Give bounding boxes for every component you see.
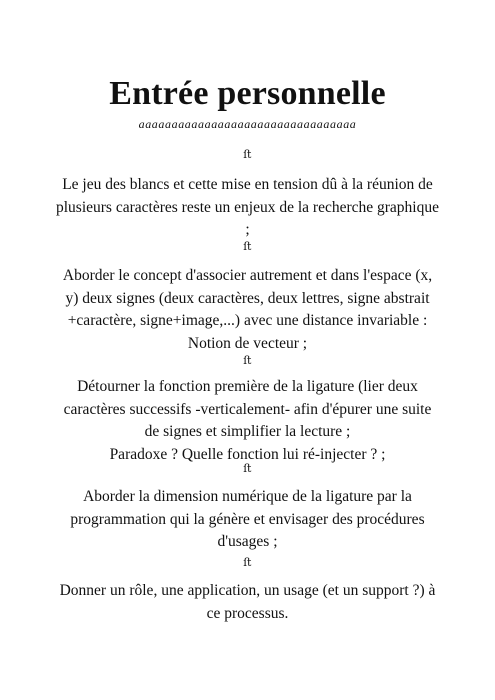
paragraph [55,580,440,625]
paragraph-line: Paradoxe ? Quelle fonction lui ré-injecter ? ; [109,445,386,463]
paragraph-line: plusieurs caractères reste un enjeux de la recherche graphique [56,198,439,216]
paragraph [55,486,440,554]
separator-glyph: ﬅ [243,241,252,253]
separator-glyph: ﬅ [243,355,252,367]
separator-glyph: ﬅ [243,149,252,161]
paragraph-line: Notion de vecteur ; [187,334,308,352]
paragraph [55,174,440,242]
paragraph-line: Le jeu des blancs et cette mise en tension dû à la réunion de [62,176,433,193]
paragraph-line: Aborder le concept d'associer autrement et dans l'espace (x, [62,267,433,284]
paragraph [55,376,440,466]
paragraph-line: caractères successifs -verticalement- afin d'épurer une suite [63,400,432,418]
paragraph-line: ce processus. [206,604,289,622]
paragraph-line: d'usages ; [217,533,278,550]
paragraph-line: Donner un rôle, une application, un usage (et un support ?) à [59,582,436,599]
separator-glyph: ﬅ [243,463,252,475]
paragraph-line: Détourner la fonction première de la ligature (lier deux [77,378,418,395]
page-title: Entrée personnelle [109,75,386,112]
paragraph-line: y) deux signes (deux caractères, deux lettres, signe abstrait [65,289,430,307]
ornament-line: aaaaaaaaaaaaaaaaaaaaaaaaaaaaaaaaa [138,117,357,131]
paragraph-line: +caractère, signe+image,...) avec une distance invariable : [67,312,428,329]
paragraph-line: programmation qui la génère et envisager des procédures [70,510,425,528]
paragraph-line: Aborder la dimension numérique de la ligature par la [83,488,412,505]
paragraph-line: ; [245,221,250,238]
paragraph-line: de signes et simplifier la lecture ; [144,423,351,440]
paragraph [55,265,440,355]
separator-glyph: ﬅ [243,557,252,569]
